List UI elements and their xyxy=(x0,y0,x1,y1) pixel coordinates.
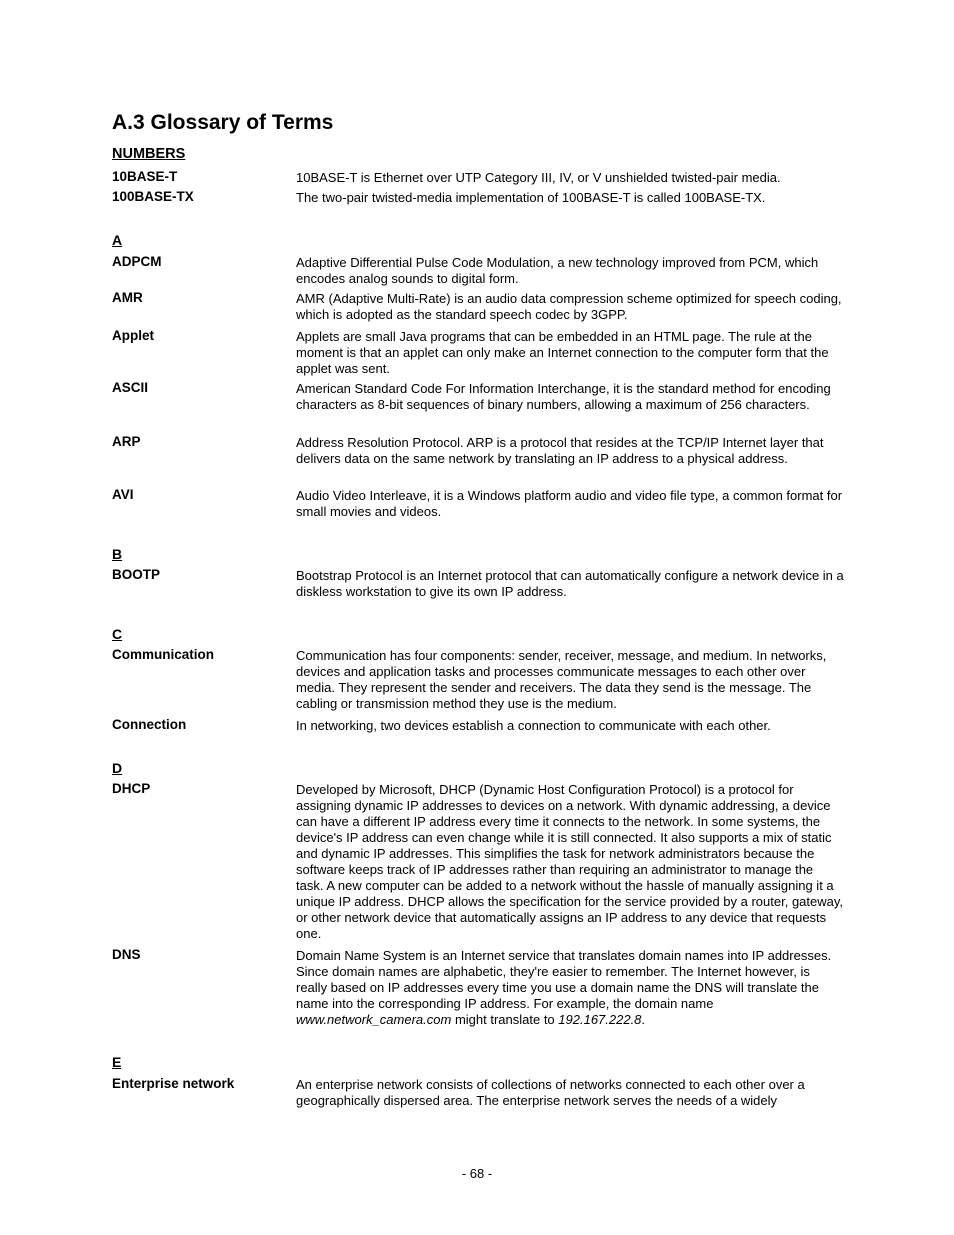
example-ip-address: 192.167.222.8 xyxy=(558,1012,642,1027)
term: BOOTP xyxy=(112,567,161,582)
definition: Communication has four components: sender, receiver, message, and medium. In networks, devices and application tasks and processes communicate messages to each other over media. They represent the sender and receivers. The data they send is the message. The cabling or transmission method they use is the medium. xyxy=(296,648,827,711)
term: DHCP xyxy=(112,781,151,796)
definition: Applets are small Java programs that can be embedded in an HTML page. The rule at the moment is that an applet can only make an Internet connection to the computer form that the applet was sent. xyxy=(296,329,829,376)
definition xyxy=(296,948,844,1028)
section-heading-d: D xyxy=(112,760,123,776)
definition-text: Domain Name System is an Internet service that translates domain names into IP addresses. Since domain names are alphabetic, they're easier to remember. The Internet however, is really based on IP addresses every time you use a domain name the DNS will translate the name into the corresponding IP address. For example, the domain name xyxy=(296,948,832,1011)
definition: 10BASE-T is Ethernet over UTP Category III, IV, or V unshielded twisted-pair media. xyxy=(296,170,781,185)
definition: Address Resolution Protocol. ARP is a protocol that resides at the TCP/IP Internet layer that delivers data on the same network by translating an IP address to a physical address. xyxy=(296,435,824,466)
definition: In networking, two devices establish a connection to communicate with each other. xyxy=(296,718,771,733)
definition: American Standard Code For Information Interchange, it is the standard method for encoding characters as 8-bit sequences of binary numbers, allowing a maximum of 256 characters. xyxy=(296,381,831,412)
section-heading-c: C xyxy=(112,626,123,642)
page-title: A.3 Glossary of Terms xyxy=(112,111,334,134)
section-heading-a: A xyxy=(112,232,123,248)
term: DNS xyxy=(112,947,141,962)
example-domain-name: www.network_camera.com xyxy=(296,1012,452,1027)
definition-text: . xyxy=(641,1012,646,1027)
section-heading-e: E xyxy=(112,1054,122,1070)
section-heading-b: B xyxy=(112,546,123,562)
term: Applet xyxy=(112,328,154,343)
definition: The two-pair twisted-media implementation of 100BASE-T is called 100BASE-TX. xyxy=(296,190,766,205)
definition: Adaptive Differential Pulse Code Modulation, a new technology improved from PCM, which encodes analog sounds to digital form. xyxy=(296,255,819,286)
term: AMR xyxy=(112,290,143,305)
definition: Audio Video Interleave, it is a Windows platform audio and video file type, a common format for small movies and videos. xyxy=(296,488,843,519)
section-heading-numbers: NUMBERS xyxy=(112,146,186,162)
term: 100BASE-TX xyxy=(112,189,194,204)
term: 10BASE-T xyxy=(112,169,178,184)
term: Enterprise network xyxy=(112,1076,235,1091)
term: Connection xyxy=(112,717,187,732)
definition: Developed by Microsoft, DHCP (Dynamic Host Configuration Protocol) is a protocol for assigning dynamic IP addresses to devices on a network. With dynamic addressing, a device can have a different IP address every time it connects to the network. In some systems, the device's IP address can even change while it is still connected. It also supports a mix of static and dynamic IP addresses. This simplifies the task for network administrators because the software keeps track of IP addresses rather than requiring an administrator to manage the task. A new computer can be added to a network without the hassle of manually assigning it a unique IP address. DHCP allows the specification for the service provided by a router, gateway, or other network device that automatically assigns an IP address to any device that requests one. xyxy=(296,782,844,941)
term: AVI xyxy=(112,487,134,502)
definition: An enterprise network consists of collections of networks connected to each other over a geographically dispersed area. The enterprise network serves the needs of a widely xyxy=(296,1077,805,1108)
page-number: - 68 - xyxy=(461,1166,493,1181)
term: ADPCM xyxy=(112,254,162,269)
definition-text: might translate to xyxy=(451,1012,559,1027)
term: Communication xyxy=(112,647,215,662)
definition: Bootstrap Protocol is an Internet protocol that can automatically configure a network device in a diskless workstation to give its own IP address. xyxy=(296,568,844,599)
definition: AMR (Adaptive Multi-Rate) is an audio data compression scheme optimized for speech coding, which is adopted as the standard speech codec by 3GPP. xyxy=(296,291,842,322)
term: ASCII xyxy=(112,380,149,395)
term: ARP xyxy=(112,434,141,449)
